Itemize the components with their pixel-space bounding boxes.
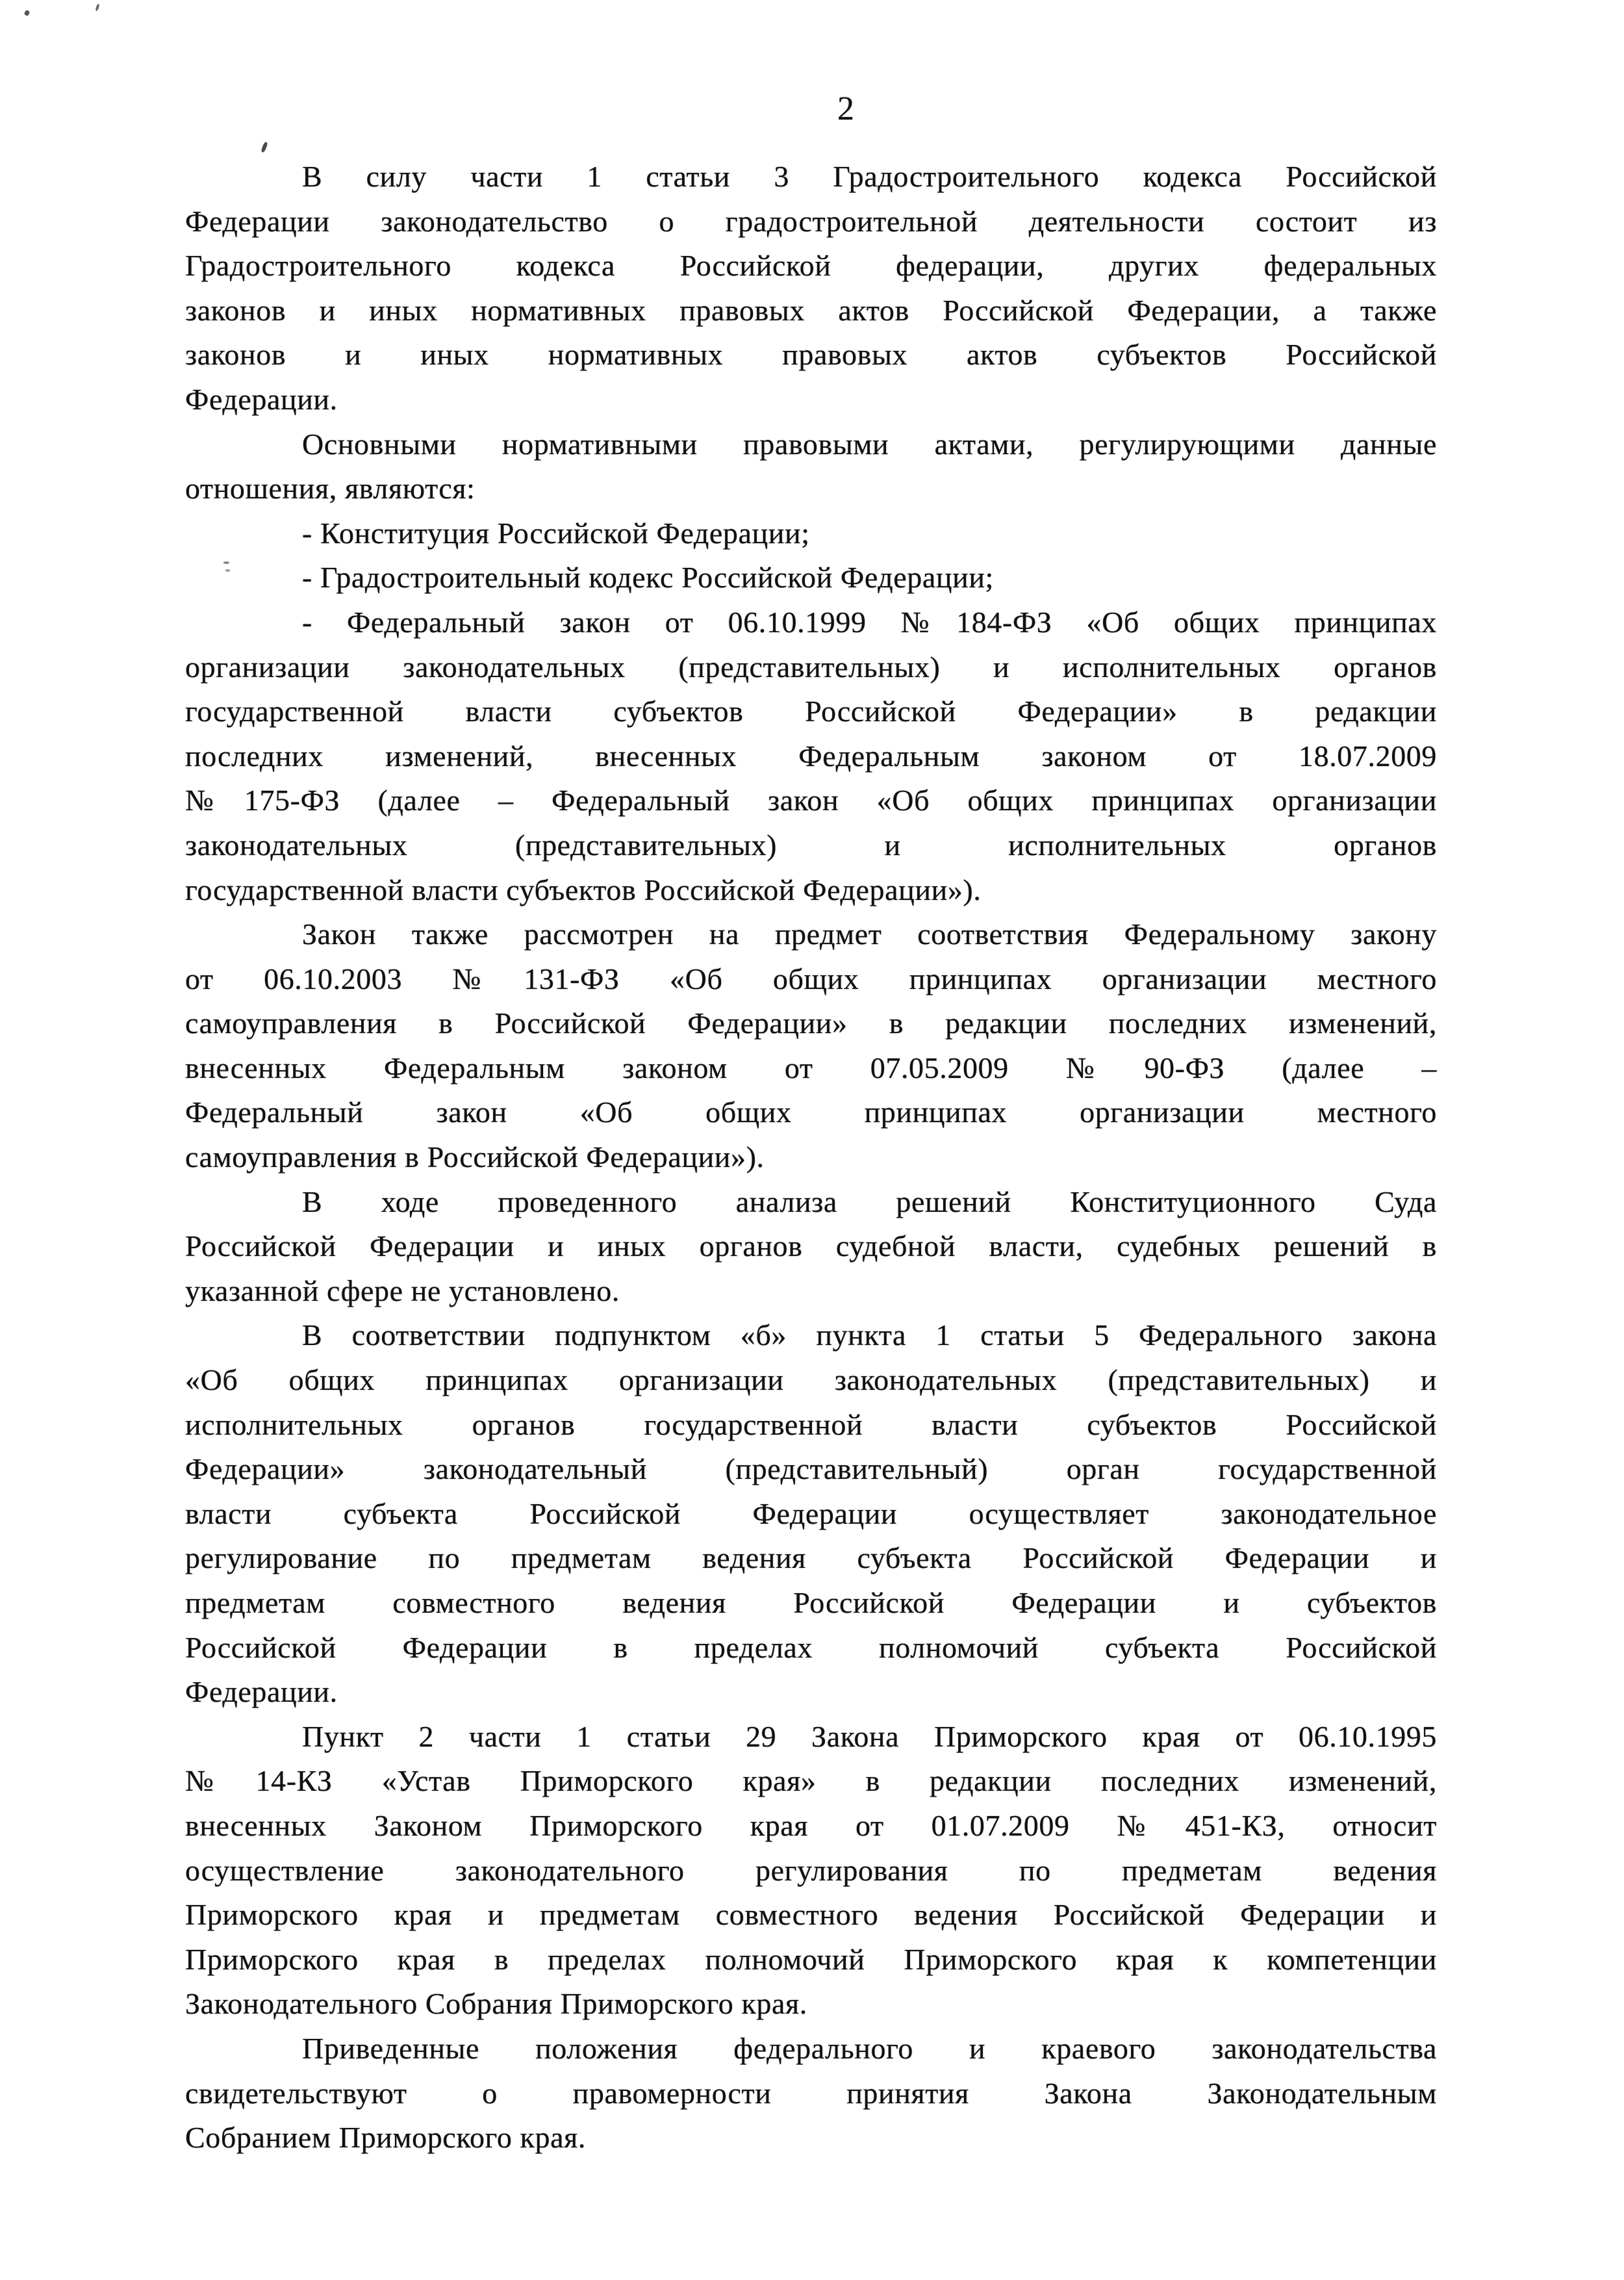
text-line: Пункт 2 части 1 статьи 29 Закона Приморского края от 06.10.1995 <box>302 1719 1437 1753</box>
text-line: внесенных Законом Приморского края от 01.07.2009 №451-КЗ, относит <box>185 1808 1437 1842</box>
text-line: «Об общих принципах организации законодательных (представительных) и <box>185 1363 1437 1397</box>
paragraph <box>185 1715 1437 2027</box>
text-line: свидетельствуют о правомерности принятия Закона Законодательным <box>185 2076 1437 2110</box>
text-line: Российской Федерации и иных органов судебной власти, судебных решений в <box>185 1229 1437 1263</box>
text-line: - Градостроительный кодекс Российской Федерации; <box>302 561 994 595</box>
text-line: Основными нормативными правовыми актами, регулирующими данные <box>302 427 1437 461</box>
document-body <box>185 155 1437 2160</box>
text-line: В силу части 1 статьи 3 Градостроительного кодекса Российской <box>302 160 1437 193</box>
text-line: внесенных Федеральным законом от 07.05.2009 №90-ФЗ (далее – <box>185 1051 1437 1084</box>
text-line: от 06.10.2003 №131-ФЗ «Об общих принципах организации местного <box>185 962 1437 995</box>
text-line: указанной сфере не установлено. <box>185 1274 620 1307</box>
text-line: Федерации. <box>185 1675 338 1709</box>
scan-speck <box>24 10 31 16</box>
text-line: последних изменений, внесенных Федеральным законом от 18.07.2009 <box>185 739 1437 773</box>
text-line: Приведенные положения федерального и краевого законодательства <box>302 2031 1437 2065</box>
text-line: - Федеральный закон от 06.10.1999 №184-ФЗ «Об общих принципах <box>302 605 1437 639</box>
scan-speck <box>95 4 99 12</box>
text-line: Градостроительного кодекса Российской федерации, других федеральных <box>185 249 1437 283</box>
text-line: организации законодательных (представительных) и исполнительных органов <box>185 650 1437 684</box>
scan-speck <box>260 141 268 153</box>
text-line: Российской Федерации в пределах полномочий субъекта Российской <box>185 1630 1437 1664</box>
text-line: Собранием Приморского края. <box>185 2121 586 2155</box>
paragraph <box>185 912 1437 1180</box>
text-line: власти субъекта Российской Федерации осуществляет законодательное <box>185 1496 1437 1530</box>
text-line: государственной власти субъектов Российской Федерации»). <box>185 873 982 906</box>
text-line: Федерации. <box>185 382 338 416</box>
paragraph <box>185 511 1437 556</box>
paragraph <box>185 556 1437 600</box>
text-line: - Конституция Российской Федерации; <box>302 516 810 550</box>
text-line: Законодательного Собрания Приморского края. <box>185 1987 807 2021</box>
paragraph <box>185 600 1437 912</box>
text-line: исполнительных органов государственной власти субъектов Российской <box>185 1407 1437 1441</box>
text-line: осуществление законодательного регулирования по предметам ведения <box>185 1853 1437 1887</box>
text-line: отношения, являются: <box>185 472 476 506</box>
text-line: В соответствии подпунктом «б» пункта 1 статьи 5 Федерального закона <box>302 1318 1437 1352</box>
text-line: Федерации» законодательный (представительный) орган государственной <box>185 1452 1437 1486</box>
page-number: 2 <box>837 90 854 127</box>
text-line: Закон также рассмотрен на предмет соответствия Федеральному закону <box>302 917 1437 951</box>
text-line: самоуправления в Российской Федерации» в редакции последних изменений, <box>185 1006 1437 1040</box>
text-line: предметам совместного ведения Российской Федерации и субъектов <box>185 1586 1437 1619</box>
text-line: №175-ФЗ (далее – Федеральный закон «Об общих принципах организации <box>185 784 1437 817</box>
paragraph <box>185 1180 1437 1314</box>
text-line: Приморского края и предметам совместного ведения Российской Федерации и <box>185 1898 1437 1932</box>
text-line: самоуправления в Российской Федерации»). <box>185 1140 765 1174</box>
text-line: законов и иных нормативных правовых актов Российской Федерации, а также <box>185 293 1437 327</box>
paragraph <box>185 2027 1437 2160</box>
paragraph <box>185 422 1437 511</box>
text-line: Федерации законодательство о градостроительной деятельности состоит из <box>185 204 1437 238</box>
paragraph <box>185 155 1437 422</box>
text-line: законов и иных нормативных правовых актов субъектов Российской <box>185 338 1437 372</box>
text-line: №14-КЗ «Устав Приморского края» в редакции последних изменений, <box>185 1764 1437 1798</box>
text-line: Приморского края в пределах полномочий Приморского края к компетенции <box>185 1942 1437 1976</box>
text-line: регулирование по предметам ведения субъекта Российской Федерации и <box>185 1541 1437 1575</box>
text-line: государственной власти субъектов Российской Федерации» в редакции <box>185 695 1437 728</box>
text-line: Федеральный закон «Об общих принципах организации местного <box>185 1095 1437 1129</box>
paragraph <box>185 1313 1437 1714</box>
text-line: законодательных (представительных) и исполнительных органов <box>185 828 1437 862</box>
text-line: В ходе проведенного анализа решений Конституционного Суда <box>302 1185 1437 1218</box>
